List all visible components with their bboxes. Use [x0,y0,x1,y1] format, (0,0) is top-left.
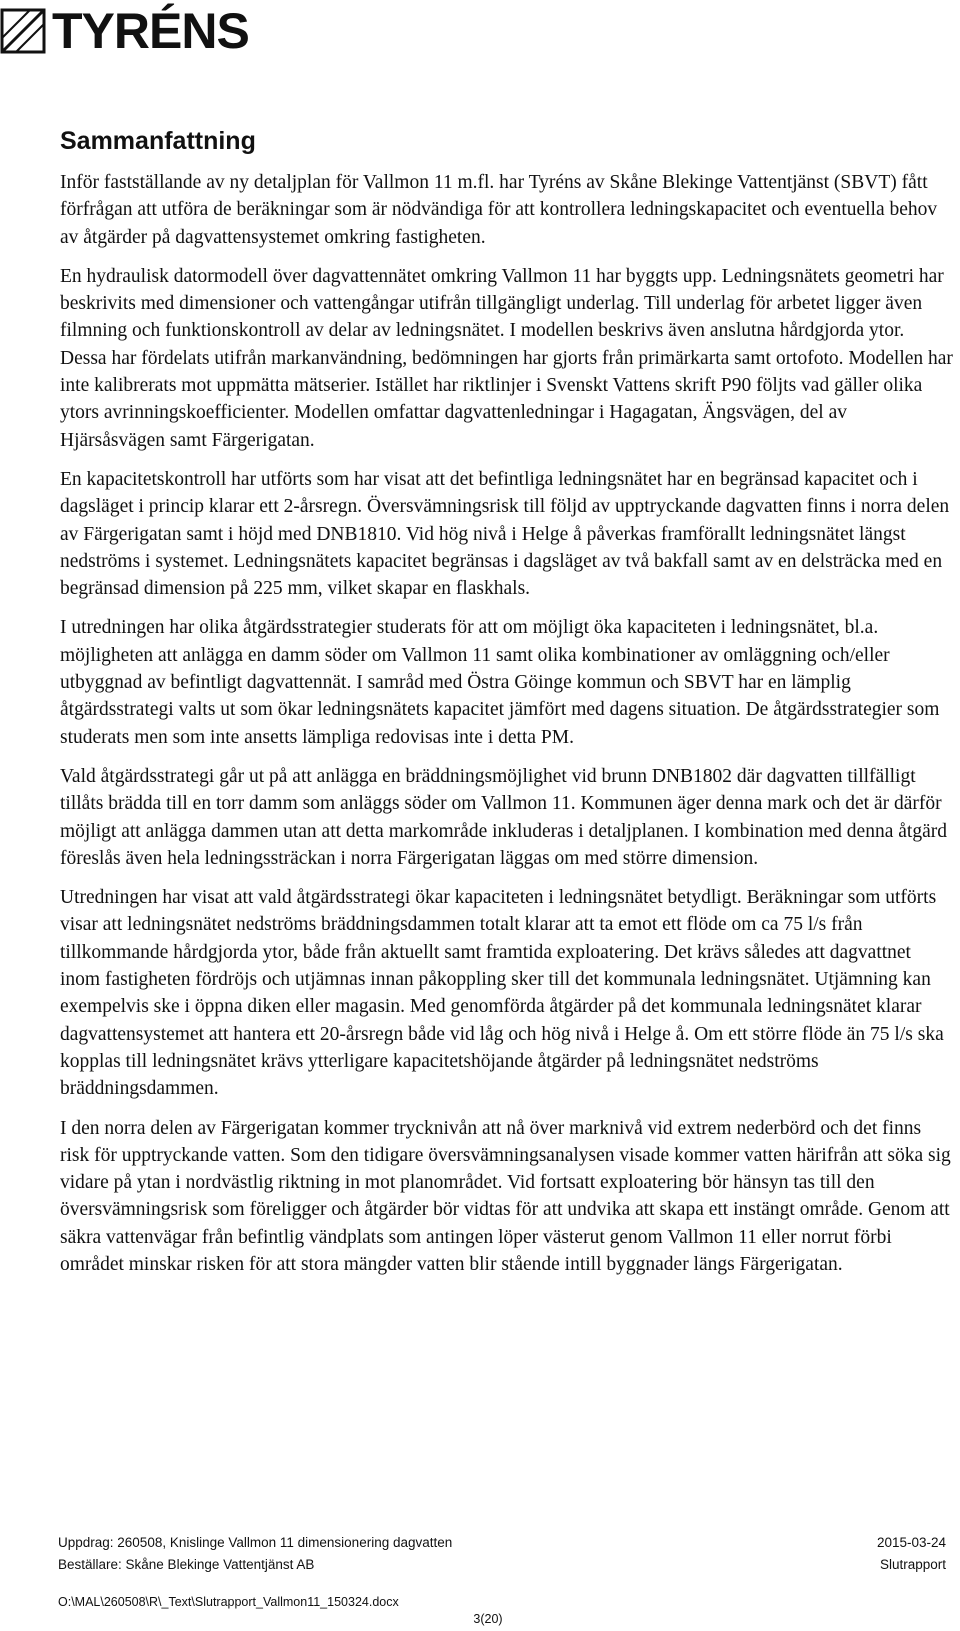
page-number: 3(20) [473,1612,503,1626]
paragraph-1: Inför fastställande av ny detaljplan för Vallmon 11 m.fl. har Tyréns av Skåne Blekinge Vattentjänst (SBVT) fått förfrågan att utföra de beräkningar som är nödvändiga för att kontrollera ledningskapacitet och eventuella behov av åtgärder på dagvattensystemet omkring fastigheten. [60,172,938,248]
footer-row-assignment [58,1532,946,1554]
paragraph-2: En hydraulisk datormodell över dagvattennätet omkring Vallmon 11 har byggts upp. Ledningsnätets geometri har beskrivits med dimensioner och vattengångar utifrån tillgängligt underlag. Till underlag för arbetet ligger även filmning och funktionskontroll av delar av ledningsnätet. I modellen beskrivs även anslutna hårdgjorda ytor. Dessa har fördelats utifrån markanvändning, bedömningen har gjorts från primärkarta samt ortofoto. Modellen har inte kalibrerats mot uppmätta mätserier. Istället har riktlinjer i Svenskt Vattens skrift P90 följts vad gäller olika ytors avrinningskoefficienter. Modellen omfattar dagvattenledningar i Hagagatan, Ängsvägen, del av Hjärsåsvägen samt Färgerigatan. [60,265,953,451]
footer-doc-type: Slutrapport [879,1557,946,1572]
summary-section [60,125,955,1290]
footer-date: 2015-03-24 [876,1535,946,1550]
section-heading: Sammanfattning [60,127,256,155]
paragraph-5: Vald åtgärdsstrategi går ut på att anlägga en bräddningsmöjlighet vid brunn DNB1802 där dagvatten tillfälligt tillåts brädda till en torr damm som anläggs söder om Vallmon 11. Kommunen äger denna mark och det är därför möjligt att anlägga dammen utan att detta markområde inkluderas i detaljplanen. I kombination med denna åtgärd föreslås även hela ledningssträckan i norra Färgerigatan läggas om med större dimension. [60,765,947,869]
footer-client: Beställare: Skåne Blekinge Vattentjänst AB [58,1557,315,1572]
tyrens-logo-icon [0,8,46,54]
footer-file-path: O:\MAL\260508\R\_Text\Slutrapport_Vallmon11_150324.docx [58,1595,399,1609]
company-logo [0,3,249,59]
paragraph-4: I utredningen har olika åtgärdsstrategier studerats för att om möjligt öka kapaciteten i ledningsnätet, bl.a. möjligheten att anlägga en damm söder om Vallmon 11 samt olika kombinationer av omläggning och/eller utbyggnad av befintligt dagvattennät. I samråd med Östra Göinge kommun och SBVT har en lämplig åtgärdsstrategi valts ut som ökar ledningsnätets kapacitet jämfört med dagens situation. De åtgärdsstrategier som studerats men som inte ansetts lämpliga redovisas inte i detta PM. [60,617,940,748]
paragraph-7: I den norra delen av Färgerigatan kommer trycknivån att nå över marknivå vid extrem nederbörd och det finns risk för upptryckande vatten. Som den tidigare översvämningsanalysen visade kommer vatten härifrån att söka sig vidare på ytan i nordvästlig riktning in mot planområdet. Vid fortsatt exploatering bör hänsyn tas till den översvämningsrisk som föreligger och åtgärder bör vidtas för att undvika att skapa ett instängt område. Genom att säkra vattenvägar från befintlig vändplats som antingen löper västerut genom Vallmon 11 eller norrut förbi området minskar risken för att stora mängder vatten blir stående intill byggnader längs Färgerigatan. [60,1117,951,1275]
paragraph-3: En kapacitetskontroll har utförts som har visat att det befintliga ledningsnätet har en begränsad kapacitet och i dagsläget i princip klarar ett 2-årsregn. Översvämningsrisk till följd av upptryckande dagvatten finns i norra delen av Färgerigatan samt i höjd med DNB1810. Vid hög nivå i Helge å påverkas framförallt ledningsnätet längst nedströms i systemet. Ledningsnätets kapacitet begränsas i dagsläget av två bakfall samt av en delsträcka med en begränsad dimension på 225 mm, vilket skapar en flaskhals. [60,468,950,600]
footer-assignment: Uppdrag: 260508, Knislinge Vallmon 11 dimensionering dagvatten [58,1535,453,1550]
paragraph-6: Utredningen har visat att vald åtgärdsstrategi ökar kapaciteten i ledningsnätet betydligt. Beräkningar som utförts visar att ledningsnätet nedströms bräddningsdammen totalt klarar att ta emot ett flöde om ca 75 l/s från tillkommande hårdgjorda ytor, både från aktuellt samt framtida exploatering. Det krävs således att dagvattnet inom fastigheten fördröjs och utjämnas innan påkoppling sker till det kommunala ledningsnätet. Utjämning kan exempelvis ske i öppna diken eller magasin. Med genomförda åtgärder på det kommunala ledningsnätet klarar dagvattensystemet att hantera ett 20-årsregn både vid låg och hög nivå i Helge å. Om ett större flöde än 75 l/s ska kopplas till ledningsnätet krävs ytterligare kapacitetshöjande åtgärder på ledningsnätet nedströms bräddningsdammen. [60,887,944,1100]
footer-row-client [58,1554,946,1576]
logo-text: TYRÉNS [52,3,249,59]
